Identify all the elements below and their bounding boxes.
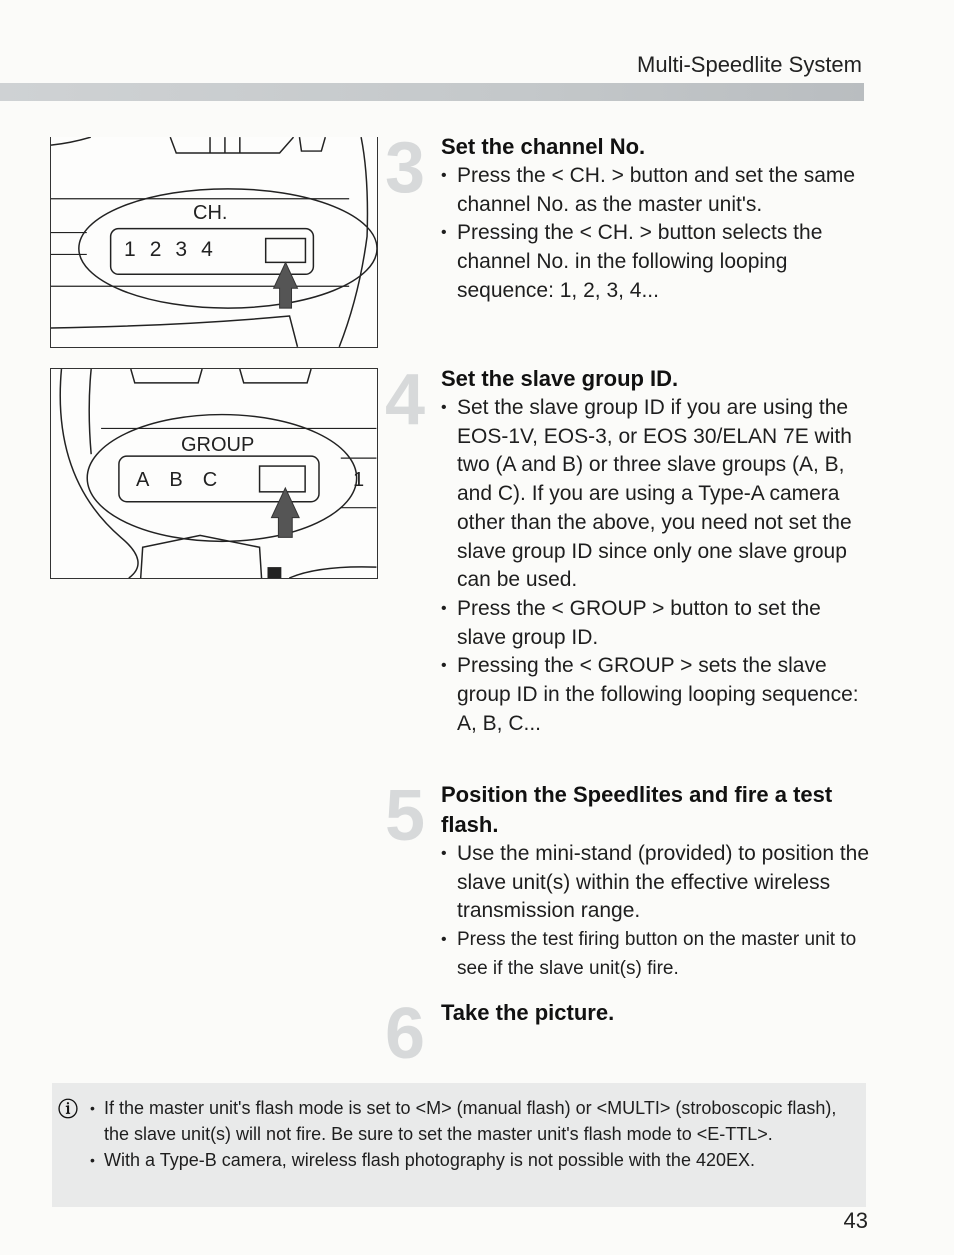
- channel-digit-1: 1: [124, 238, 150, 261]
- running-header: Multi-Speedlite System: [637, 52, 862, 77]
- step-bullets: [441, 840, 875, 984]
- bullet-item: • Press the < GROUP > button to set the slave group ID.: [441, 595, 875, 652]
- caution-list: [88, 1095, 858, 1173]
- step-bullets: [441, 162, 875, 306]
- bullet-item: • Pressing the < CH. > button selects the channel No. in the following looping sequence: 1, 2, 3, 4...: [441, 219, 875, 305]
- group-side-digit: 1: [353, 469, 365, 491]
- step-title: Set the slave group ID.: [441, 366, 679, 391]
- step-5: [385, 776, 875, 984]
- channel-label: CH.: [193, 202, 228, 224]
- group-letter-c: C: [202, 469, 238, 491]
- step-bullets: [441, 394, 875, 738]
- group-letter-b: B: [169, 469, 203, 491]
- step-6: [385, 994, 875, 1074]
- bullet-item: • Use the mini-stand (provided) to position the slave unit(s) within the effective wireless transmission range.: [441, 840, 875, 926]
- bullet-item: • Press the test firing button on the master unit to see if the slave unit(s) fire.: [441, 926, 875, 983]
- step-3: [385, 128, 875, 306]
- channel-digit-3: 3: [175, 238, 202, 261]
- step-title: Set the channel No.: [441, 134, 646, 159]
- caution-item: • If the master unit's flash mode is set to <M> (manual flash) or <MULTI> (stroboscopic flash), the slave unit(s) will not fire. Be sure to set the master unit's flash mode to <E-TTL>.: [88, 1095, 858, 1147]
- page-number: 43: [843, 1208, 868, 1233]
- channel-digit-4: 4: [201, 238, 227, 261]
- bullet-item: • Set the slave group ID if you are using the EOS-1V, EOS-3, or EOS 30/ELAN 7E with two (A and B) or three slave groups (A, B, and C). If you are using a Type-A camera other than the above, you need not set the slave group ID since only one slave group can be used.: [441, 394, 875, 595]
- step-number: 6: [385, 994, 426, 1074]
- step-number: 5: [385, 776, 426, 856]
- group-letters: [136, 469, 237, 492]
- channel-digit-2: 2: [149, 238, 176, 261]
- caution-box: [52, 1083, 866, 1207]
- step-number: 3: [385, 128, 426, 208]
- bullet-item: • Pressing the < GROUP > sets the slave group ID in the following looping sequence: A, B, C...: [441, 652, 875, 738]
- channel-digits: [124, 238, 227, 262]
- header-bar: [0, 83, 864, 101]
- group-label: GROUP: [181, 434, 255, 456]
- group-letter-a: A: [136, 469, 170, 491]
- caution-item: • With a Type-B camera, wireless flash photography is not possible with the 420EX.: [88, 1147, 858, 1173]
- step-number: 4: [385, 360, 426, 440]
- caution-icon: ⓘ: [58, 1099, 78, 1121]
- step-title: Take the picture.: [441, 1000, 615, 1025]
- step-title: Position the Speedlites and fire a test flash.: [441, 782, 833, 837]
- bullet-item: • Press the < CH. > button and set the same channel No. as the master unit's.: [441, 162, 875, 219]
- step-4: [385, 360, 875, 738]
